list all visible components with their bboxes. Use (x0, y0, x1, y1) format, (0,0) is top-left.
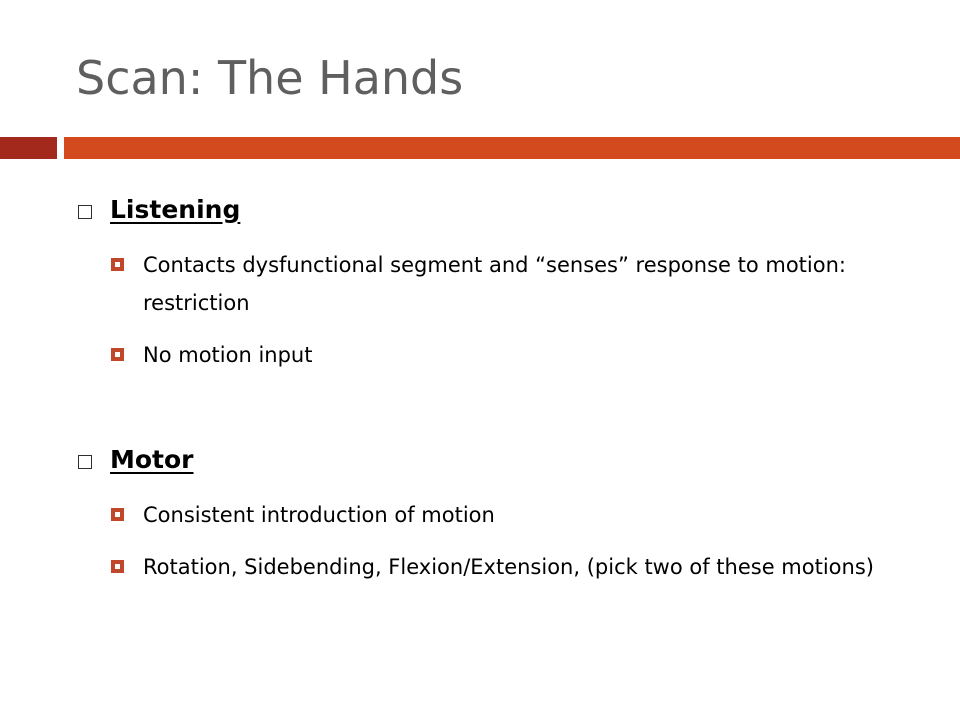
bullet-list (76, 246, 936, 374)
accent-bar-left (0, 137, 57, 159)
filled-square-bullet-icon (111, 348, 124, 361)
slide-content (76, 186, 936, 586)
section-listening (76, 186, 936, 374)
filled-square-bullet-icon (111, 560, 124, 573)
square-bullet-icon (78, 455, 92, 469)
slide-title: Scan: The Hands (76, 51, 464, 105)
filled-square-bullet-icon (111, 508, 124, 521)
section-heading-row (76, 436, 936, 486)
list-item-text: Rotation, Sidebending, Flexion/Extension, (pick two of these motions) (143, 555, 874, 579)
list-item-text: Contacts dysfunctional segment and “senses” response to motion: restriction (143, 253, 846, 315)
bullet-list (76, 496, 936, 586)
accent-bar-right (64, 137, 960, 159)
list-item-text: Consistent introduction of motion (143, 503, 495, 527)
list-item-text: No motion input (143, 343, 313, 367)
list-item (76, 496, 936, 534)
list-item (76, 336, 936, 374)
filled-square-bullet-icon (111, 258, 124, 271)
list-item (76, 548, 936, 586)
square-bullet-icon (78, 205, 92, 219)
section-motor (76, 436, 936, 586)
section-heading: Listening (110, 195, 241, 224)
section-heading: Motor (110, 445, 194, 474)
section-heading-row (76, 186, 936, 236)
list-item (76, 246, 936, 322)
